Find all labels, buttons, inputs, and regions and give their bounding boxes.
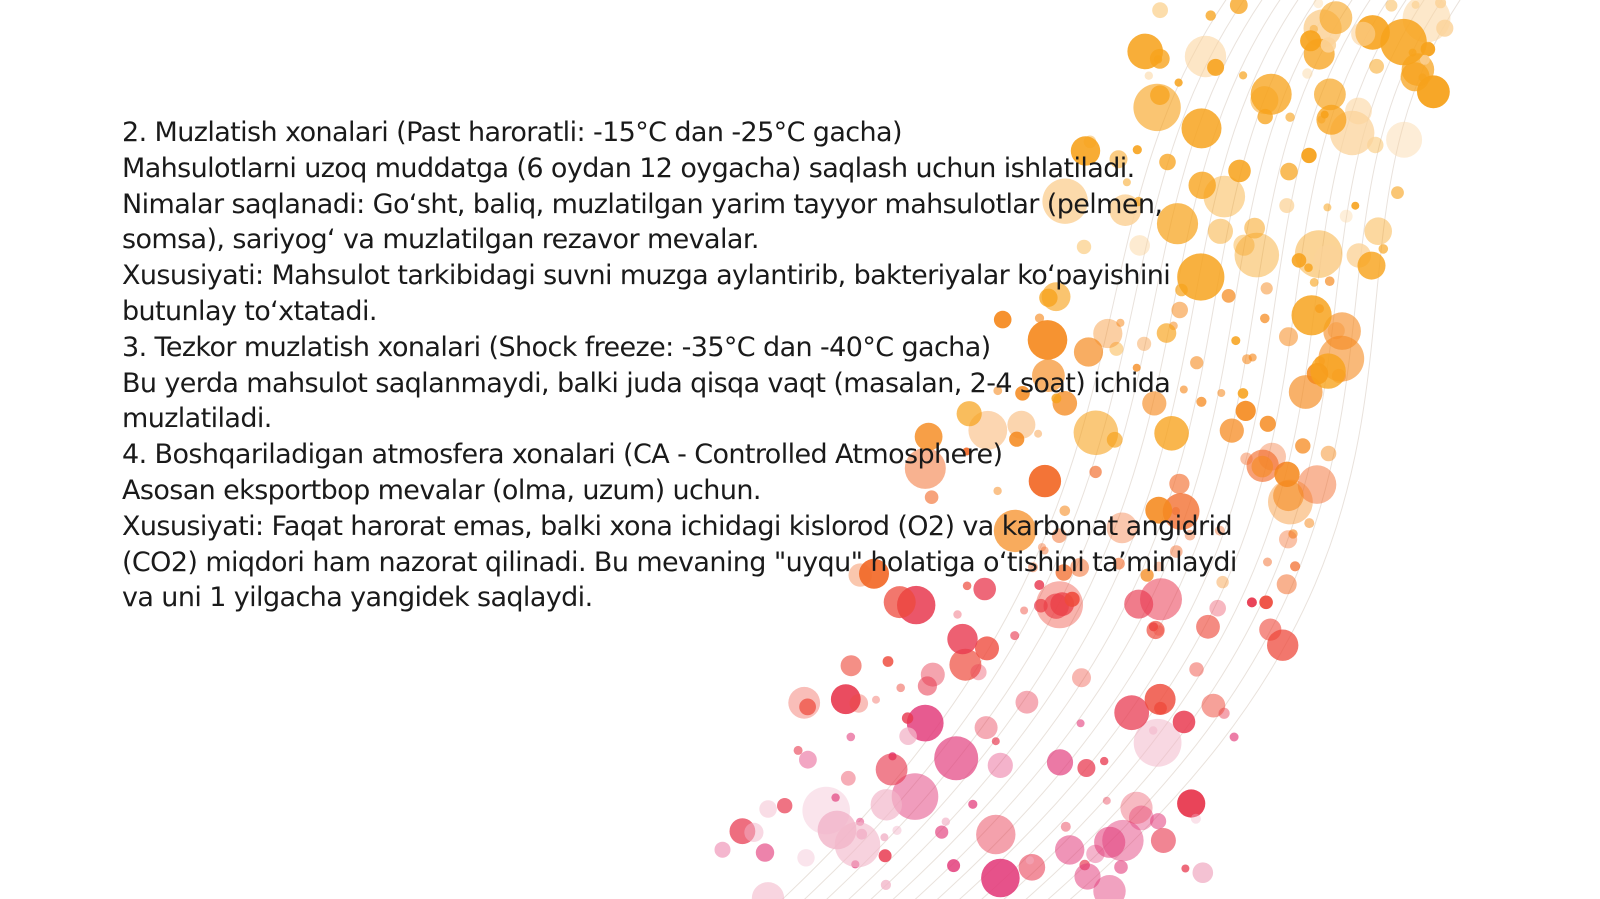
decor-dot (942, 818, 950, 826)
decor-dot (1251, 74, 1292, 115)
decor-dot (1145, 684, 1176, 715)
decor-dot (835, 822, 880, 867)
decor-dot (892, 826, 901, 835)
decor-dot (850, 694, 869, 713)
decor-dot (883, 656, 894, 667)
decor-dot (871, 789, 902, 820)
decor-dot (1207, 59, 1224, 76)
decor-dot (1177, 789, 1205, 817)
text-line: Xususiyati: Faqat harorat emas, balki xona ichidagi kislorod (O2) va karbonat angidrid (122, 510, 1232, 542)
text-line: muzlatiladi. (122, 403, 272, 435)
decor-dot (847, 733, 856, 742)
decor-dot (992, 737, 1000, 745)
decor-dot (802, 787, 850, 835)
decor-dot (1386, 122, 1422, 158)
decor-dot (797, 849, 814, 866)
decor-dot (1379, 244, 1389, 254)
decor-dot (756, 843, 774, 861)
decor-dot (902, 712, 913, 723)
decor-dot (896, 684, 905, 693)
decor-dot (1230, 0, 1248, 14)
decor-dot (1175, 79, 1183, 87)
decor-dot (976, 815, 1015, 854)
decor-dot (981, 859, 1020, 898)
decor-dot (1072, 668, 1091, 687)
decor-dot (1120, 792, 1152, 824)
decor-dot (788, 687, 820, 719)
decor-dot (1173, 711, 1196, 734)
decor-dot (841, 655, 862, 676)
decor-dot (799, 751, 817, 769)
decor-dot (918, 676, 937, 695)
decor-dot (947, 624, 977, 654)
decor-dot (1385, 0, 1397, 12)
decor-dot (1086, 845, 1104, 863)
text-line: Asosan eksportbop mevalar (olma, uzum) uchun. (122, 474, 761, 506)
slide-body-text (122, 115, 1352, 616)
decor-dot (1300, 30, 1321, 51)
decor-dot (744, 823, 763, 842)
decor-dot (947, 859, 960, 872)
decor-dot (715, 842, 731, 858)
decor-dot (1150, 85, 1170, 105)
decor-dot (1239, 71, 1247, 79)
decor-dot (1026, 856, 1034, 864)
decor-dot (1103, 797, 1111, 805)
decor-dot (879, 849, 892, 862)
decor-dot (1061, 822, 1071, 832)
text-line: somsa), sariyog‘ va muzlatilgan rezavor mevalar. (122, 224, 759, 256)
decor-dot (759, 800, 777, 818)
decor-dot (1151, 828, 1176, 853)
decor-dot (1077, 719, 1085, 727)
decor-dot (1380, 19, 1426, 65)
decor-dot (1149, 726, 1157, 734)
decor-dot (1191, 814, 1201, 824)
decor-dot (794, 746, 803, 755)
decor-dot (1152, 2, 1168, 18)
decor-dot (1351, 202, 1359, 210)
decor-dot (841, 771, 856, 786)
text-line-heading-3: 3. Tezkor muzlatish xonalari (Shock freeze: -35°C dan -40°C gacha) (122, 331, 991, 363)
decor-dot (1196, 615, 1220, 639)
decor-dot (1145, 72, 1153, 80)
decor-dot (1077, 759, 1095, 777)
decor-dot (1016, 691, 1039, 714)
decor-dot (975, 716, 998, 739)
decor-dot (1114, 860, 1128, 874)
decor-dot (935, 826, 948, 839)
decor-dot (1010, 631, 1019, 640)
decor-dot (899, 727, 917, 745)
decor-dot (1369, 59, 1384, 74)
decor-dot (876, 754, 908, 786)
text-line: (CO2) miqdori ham nazorat qilinadi. Bu mevaning "uyqu" holatiga o‘tishini ta’minlaydi (122, 546, 1237, 578)
decor-dot (1351, 22, 1375, 46)
decor-dot (1074, 863, 1100, 889)
decor-dot (777, 798, 792, 813)
decor-dot (1313, 0, 1323, 8)
text-line: va uni 1 yilgacha yangidek saqlaydi. (122, 582, 593, 614)
decor-dot (1259, 619, 1281, 641)
decor-dot (1391, 186, 1404, 199)
decor-dot (1364, 217, 1392, 245)
decor-dot (880, 833, 888, 841)
decor-dot (1358, 252, 1386, 280)
text-line-heading-4: 4. Boshqariladigan atmosfera xonalari (CA - Controlled Atmosphere) (122, 439, 1003, 471)
decor-dot (1230, 733, 1239, 742)
decor-dot (970, 664, 986, 680)
decor-dot (934, 736, 978, 780)
text-line: Bu yerda mahsulot saqlanmaydi, balki juda qisqa vaqt (masalan, 2-4 soat) ichida (122, 367, 1171, 399)
decor-dot (1302, 68, 1312, 78)
decor-dot (1047, 749, 1073, 775)
text-line: butunlay to‘xtatadi. (122, 295, 377, 327)
text-line: Xususiyati: Mahsulot tarkibidagi suvni muzga aylantirib, bakteriyalar ko‘payishini (122, 260, 1171, 292)
text-line: Nimalar saqlanadi: Go‘sht, baliq, muzlatilgan yarim tayyor mahsulotlar (pelmen, (122, 188, 1163, 220)
text-line: Mahsulotlarni uzoq muddatga (6 oydan 12 oygacha) saqlash uchun ishlatiladi. (122, 152, 1135, 184)
decor-dot (968, 800, 977, 809)
decor-dot (881, 880, 891, 890)
decor-dot (975, 636, 999, 660)
decor-dot (1202, 694, 1226, 718)
decor-dot (1181, 865, 1189, 873)
decor-dot (1100, 757, 1108, 765)
decor-dot (1114, 695, 1149, 730)
decor-dot (1321, 37, 1336, 52)
text-line-heading-2: 2. Muzlatish xonalari (Past haroratli: -15°C dan -25°C gacha) (122, 117, 902, 148)
decor-dot (1189, 662, 1203, 676)
decor-dot (988, 753, 1013, 778)
decor-dot (1206, 10, 1216, 20)
decor-dot (1147, 621, 1165, 639)
decor-dot (752, 882, 784, 899)
decor-dot (1193, 862, 1214, 883)
decor-dot (1154, 55, 1162, 63)
decor-dot (1320, 1, 1353, 34)
decor-dot (872, 696, 880, 704)
decor-dot (1055, 835, 1084, 864)
